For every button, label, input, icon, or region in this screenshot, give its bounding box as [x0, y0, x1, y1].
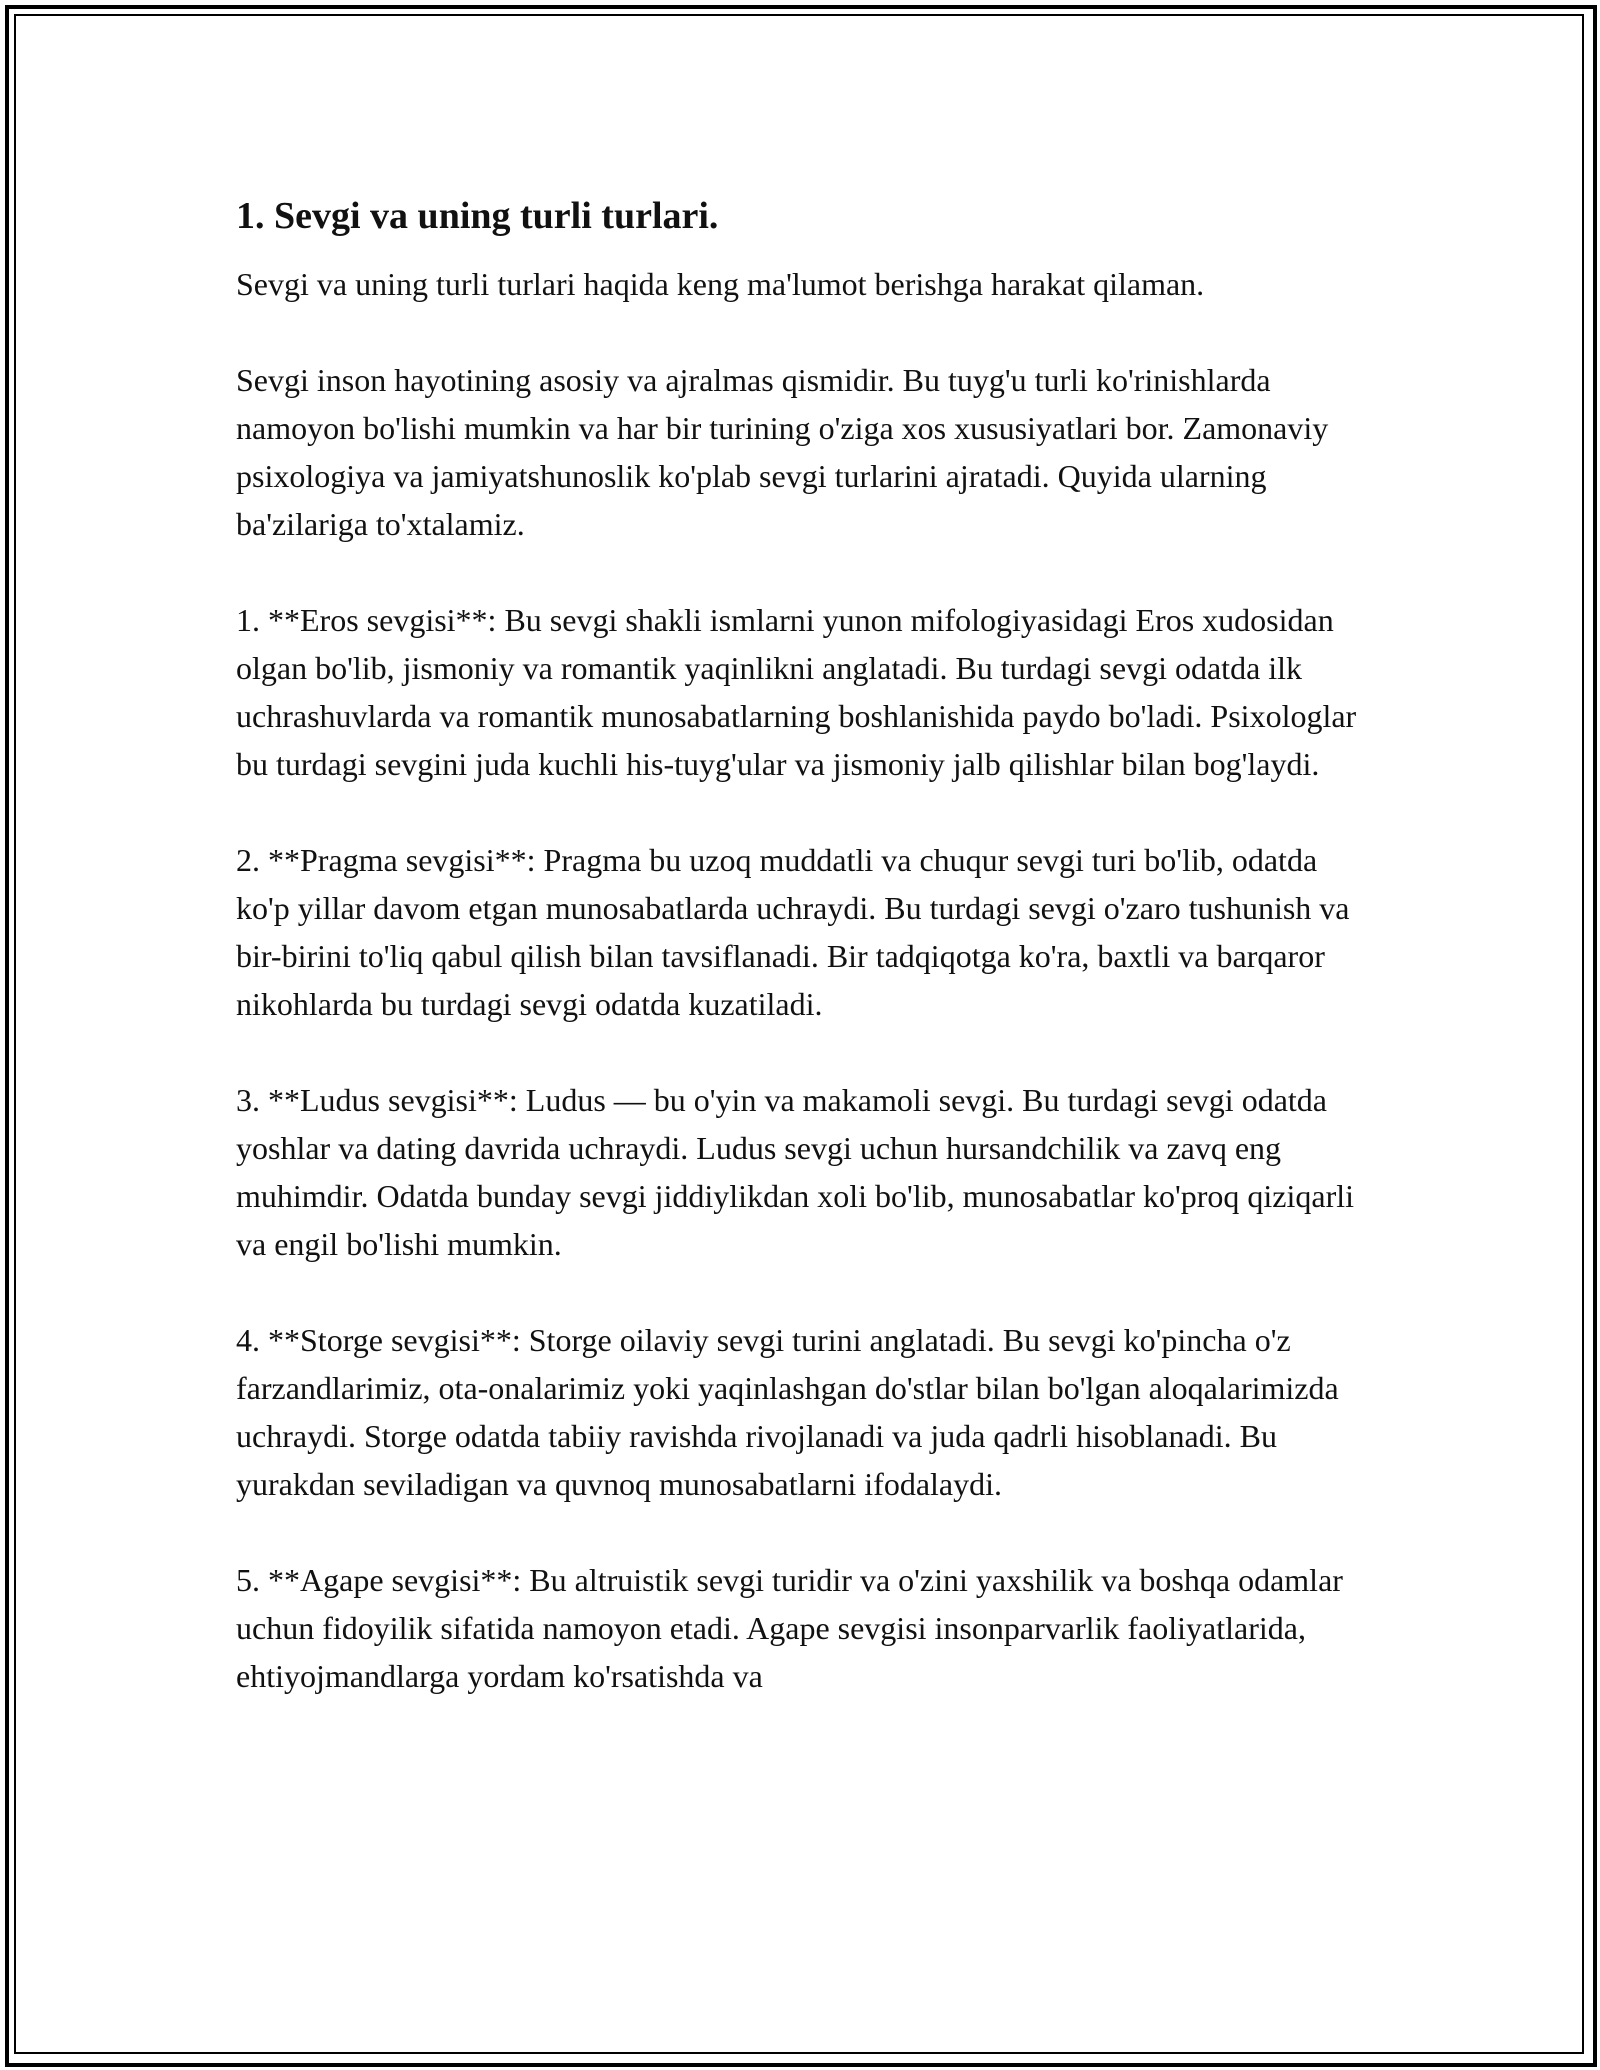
- eros-paragraph: 1. **Eros sevgisi**: Bu sevgi shakli ismlarni yunon mifologiyasidagi Eros xudosidan olgan bo'lib, jismoniy va romantik yaqinlikni anglatadi. Bu turdagi sevgi odatda ilk uchrashuvlarda va romantik munosabatlarning boshlanishida paydo bo'ladi. Psixologlar bu turdagi sevgini juda kuchli his-tuyg'ular va jismoniy jalb qilishlar bilan bog'laydi.: [236, 602, 1357, 782]
- ludus-paragraph: 3. **Ludus sevgisi**: Ludus — bu o'yin va makamoli sevgi. Bu turdagi sevgi odatda yoshlar va dating davrida uchraydi. Ludus sevgi uchun hursandchilik va zavq eng muhimdir. Odatda bunday sevgi jiddiylikdan xoli bo'lib, munosabatlar ko'proq qiziqarli va engil bo'lishi mumkin.: [236, 1082, 1355, 1262]
- storge-paragraph: 4. **Storge sevgisi**: Storge oilaviy sevgi turini anglatadi. Bu sevgi ko'pincha o'z farzandlarimiz, ota-onalarimiz yoki yaqinlashgan do'stlar bilan bo'lgan aloqalarimizda uchraydi. Storge odatda tabiiy ravishda rivojlanadi va juda qadrli hisoblanadi. Bu yurakdan seviladigan va quvnoq munosabatlarni ifodalaydi.: [236, 1322, 1339, 1502]
- document-body: [236, 190, 1376, 1748]
- overview-paragraph: Sevgi inson hayotining asosiy va ajralmas qismidir. Bu tuyg'u turli ko'rinishlarda namoyon bo'lishi mumkin va har bir turining o'ziga xos xususiyatlari bor. Zamonaviy psixologiya va jamiyatshunoslik ko'plab sevgi turlarini ajratadi. Quyida ularning ba'zilariga to'xtalamiz.: [236, 362, 1329, 542]
- intro-paragraph: Sevgi va uning turli turlari haqida keng ma'lumot berishga harakat qilaman.: [236, 266, 1205, 302]
- agape-paragraph: 5. **Agape sevgisi**: Bu altruistik sevgi turidir va o'zini yaxshilik va boshqa odamlar uchun fidoyilik sifatida namoyon etadi. Agape sevgisi insonparvarlik faoliyatlarida, ehtiyojmandlarga yordam ko'rsatishda va: [236, 1562, 1343, 1694]
- pragma-paragraph: 2. **Pragma sevgisi**: Pragma bu uzoq muddatli va chuqur sevgi turi bo'lib, odatda ko'p yillar davom etgan munosabatlarda uchraydi. Bu turdagi sevgi o'zaro tushunish va bir-birini to'liq qabul qilish bilan tavsiflanadi. Bir tadqiqotga ko'ra, baxtli va barqaror nikohlarda bu turdagi sevgi odatda kuzatiladi.: [236, 842, 1350, 1022]
- document-title: 1. Sevgi va uning turli turlari.: [236, 195, 719, 237]
